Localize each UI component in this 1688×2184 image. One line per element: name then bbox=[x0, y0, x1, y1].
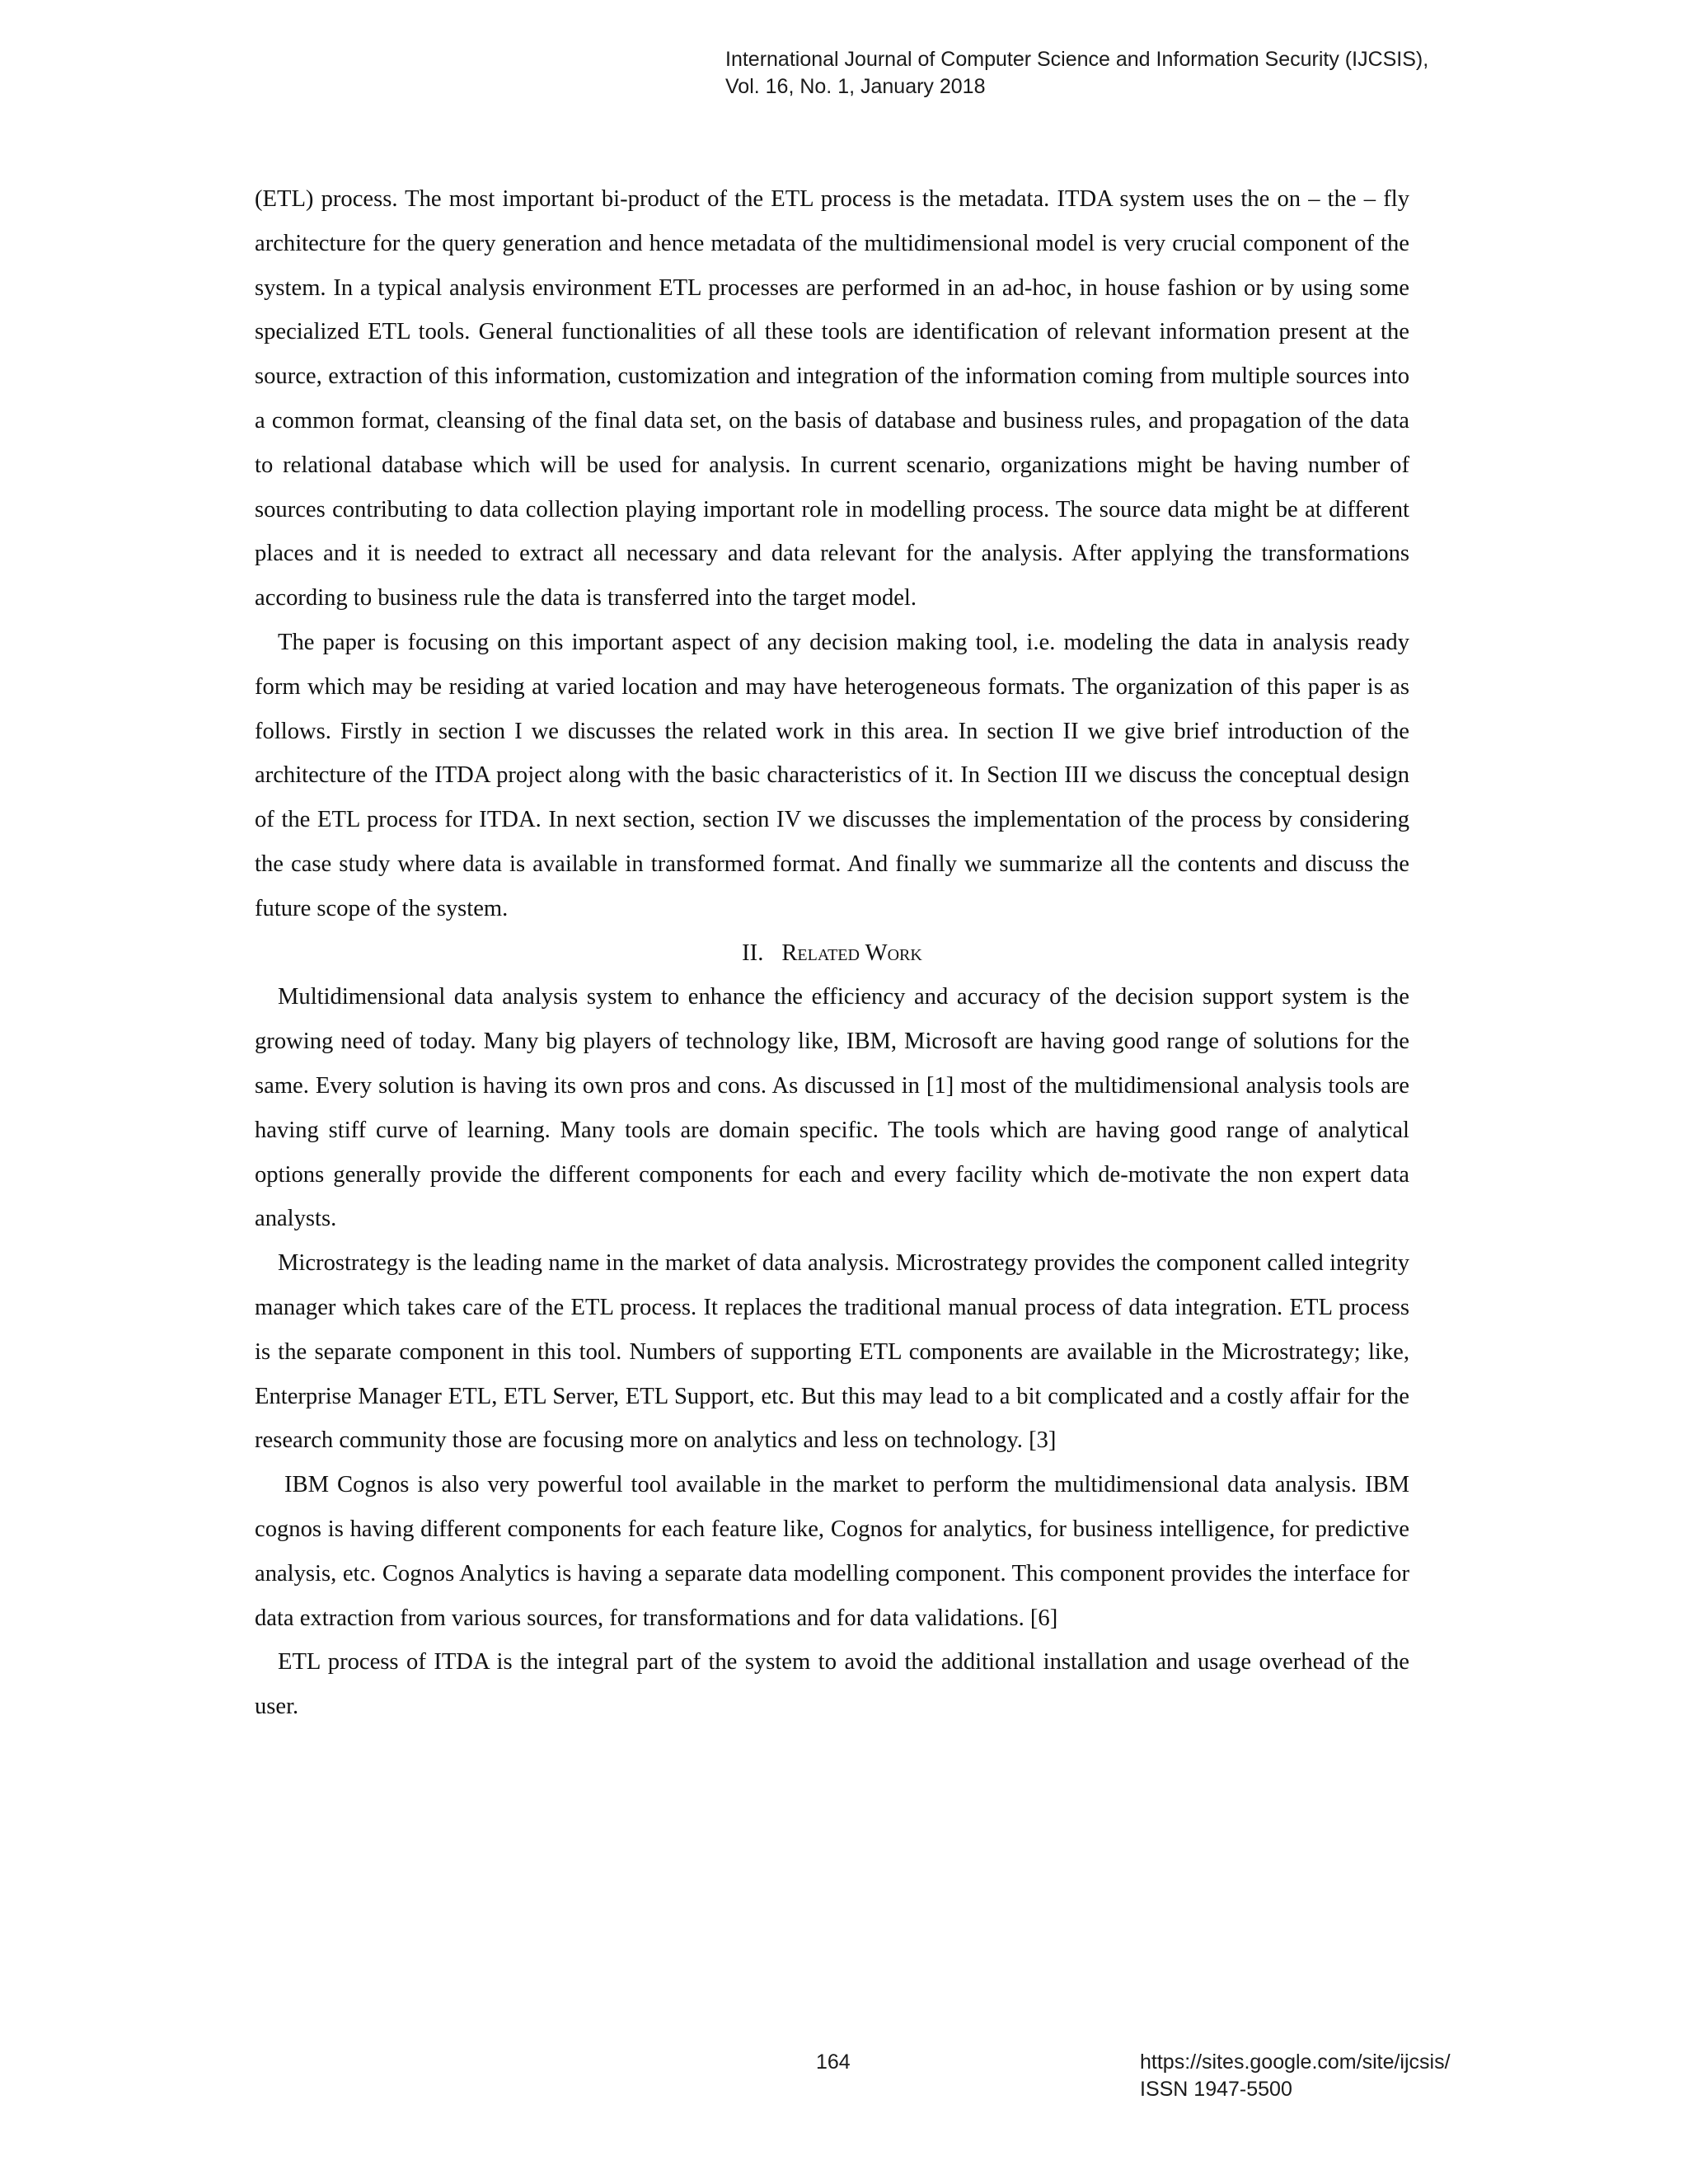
journal-header bbox=[725, 46, 1632, 101]
journal-url: https://sites.google.com/site/ijcsis/ bbox=[1140, 2050, 1451, 2074]
section-title: Related Work bbox=[781, 940, 922, 966]
page-number: 164 bbox=[816, 2050, 851, 2074]
footer-info bbox=[1140, 2049, 1451, 2103]
journal-title: International Journal of Computer Science and Information Security (IJCSIS), bbox=[725, 48, 1429, 71]
related-paragraph-4: ETL process of ITDA is the integral part of the system to avoid the additional installation and usage overhead of the user. bbox=[255, 1649, 1409, 1720]
related-paragraph-1: Multidimensional data analysis system to enhance the efficiency and accuracy of the decision support system is the growing need of today. Many big players of technology like, IBM, Microsoft are having good range of solutions for the same. Every solution is having its own pros and cons. As discussed in [1] most of the multidimensional analysis tools are having stiff curve of learning. Many tools are domain specific. The tools which are having good range of analytical options generally provide the different components for each and every facility which de-motivate the non expert data analysts. bbox=[255, 984, 1409, 1232]
body-paragraph-2: The paper is focusing on this important aspect of any decision making tool, i.e. modeling the data in analysis ready form which may be residing at varied location and may have heterogeneous formats. The organization of this paper is as follows. Firstly in section I we discusses the related work in this area. In section II we give brief introduction of the architecture of the ITDA project along with the basic characteristics of it. In Section III we discuss the conceptual design of the ETL process for ITDA. In next section, section IV we discusses the implementation of the process by considering the case study where data is available in transformed format. And finally we summarize all the contents and discuss the future scope of the system. bbox=[255, 629, 1409, 921]
body-paragraph-1: (ETL) process. The most important bi-product of the ETL process is the metadata. ITDA system uses the on – the – fly architecture for the query generation and hence metadata of the multidimensional model is very crucial component of the system. In a typical analysis environment ETL processes are performed in an ad-hoc, in house fashion or by using some specialized ETL tools. General functionalities of all these tools are identification of relevant information present at the source, extraction of this information, customization and integration of the information coming from multiple sources into a common format, cleansing of the final data set, on the basis of database and business rules, and propagation of the data to relational database which will be used for analysis. In current scenario, organizations might be having number of sources contributing to data collection playing important role in modelling process. The source data might be at different places and it is needed to extract all necessary and data relevant for the analysis. After applying the transformations according to business rule the data is transferred into the target model. bbox=[255, 186, 1409, 612]
related-paragraph-3: IBM Cognos is also very powerful tool available in the market to perform the multidimensional data analysis. IBM cognos is having different components for each feature like, Cognos for analytics, for business intelligence, for predictive analysis, etc. Cognos Analytics is having a separate data modelling component. This component provides the interface for data extraction from various sources, for transformations and for data validations. [6] bbox=[255, 1472, 1409, 1631]
section-heading bbox=[255, 931, 1409, 976]
journal-volume: Vol. 16, No. 1, January 2018 bbox=[725, 75, 986, 98]
page-body bbox=[255, 177, 1409, 1729]
journal-issn: ISSN 1947-5500 bbox=[1140, 2078, 1292, 2101]
related-paragraph-2: Microstrategy is the leading name in the market of data analysis. Microstrategy provides the component called integrity manager which takes care of the ETL process. It replaces the traditional manual process of data integration. ETL process is the separate component in this tool. Numbers of supporting ETL components are available in the Microstrategy; like, Enterprise Manager ETL, ETL Server, ETL Support, etc. But this may lead to a bit complicated and a costly affair for the research community those are focusing more on analytics and less on technology. [3] bbox=[255, 1250, 1409, 1454]
section-number: II. bbox=[742, 940, 764, 966]
